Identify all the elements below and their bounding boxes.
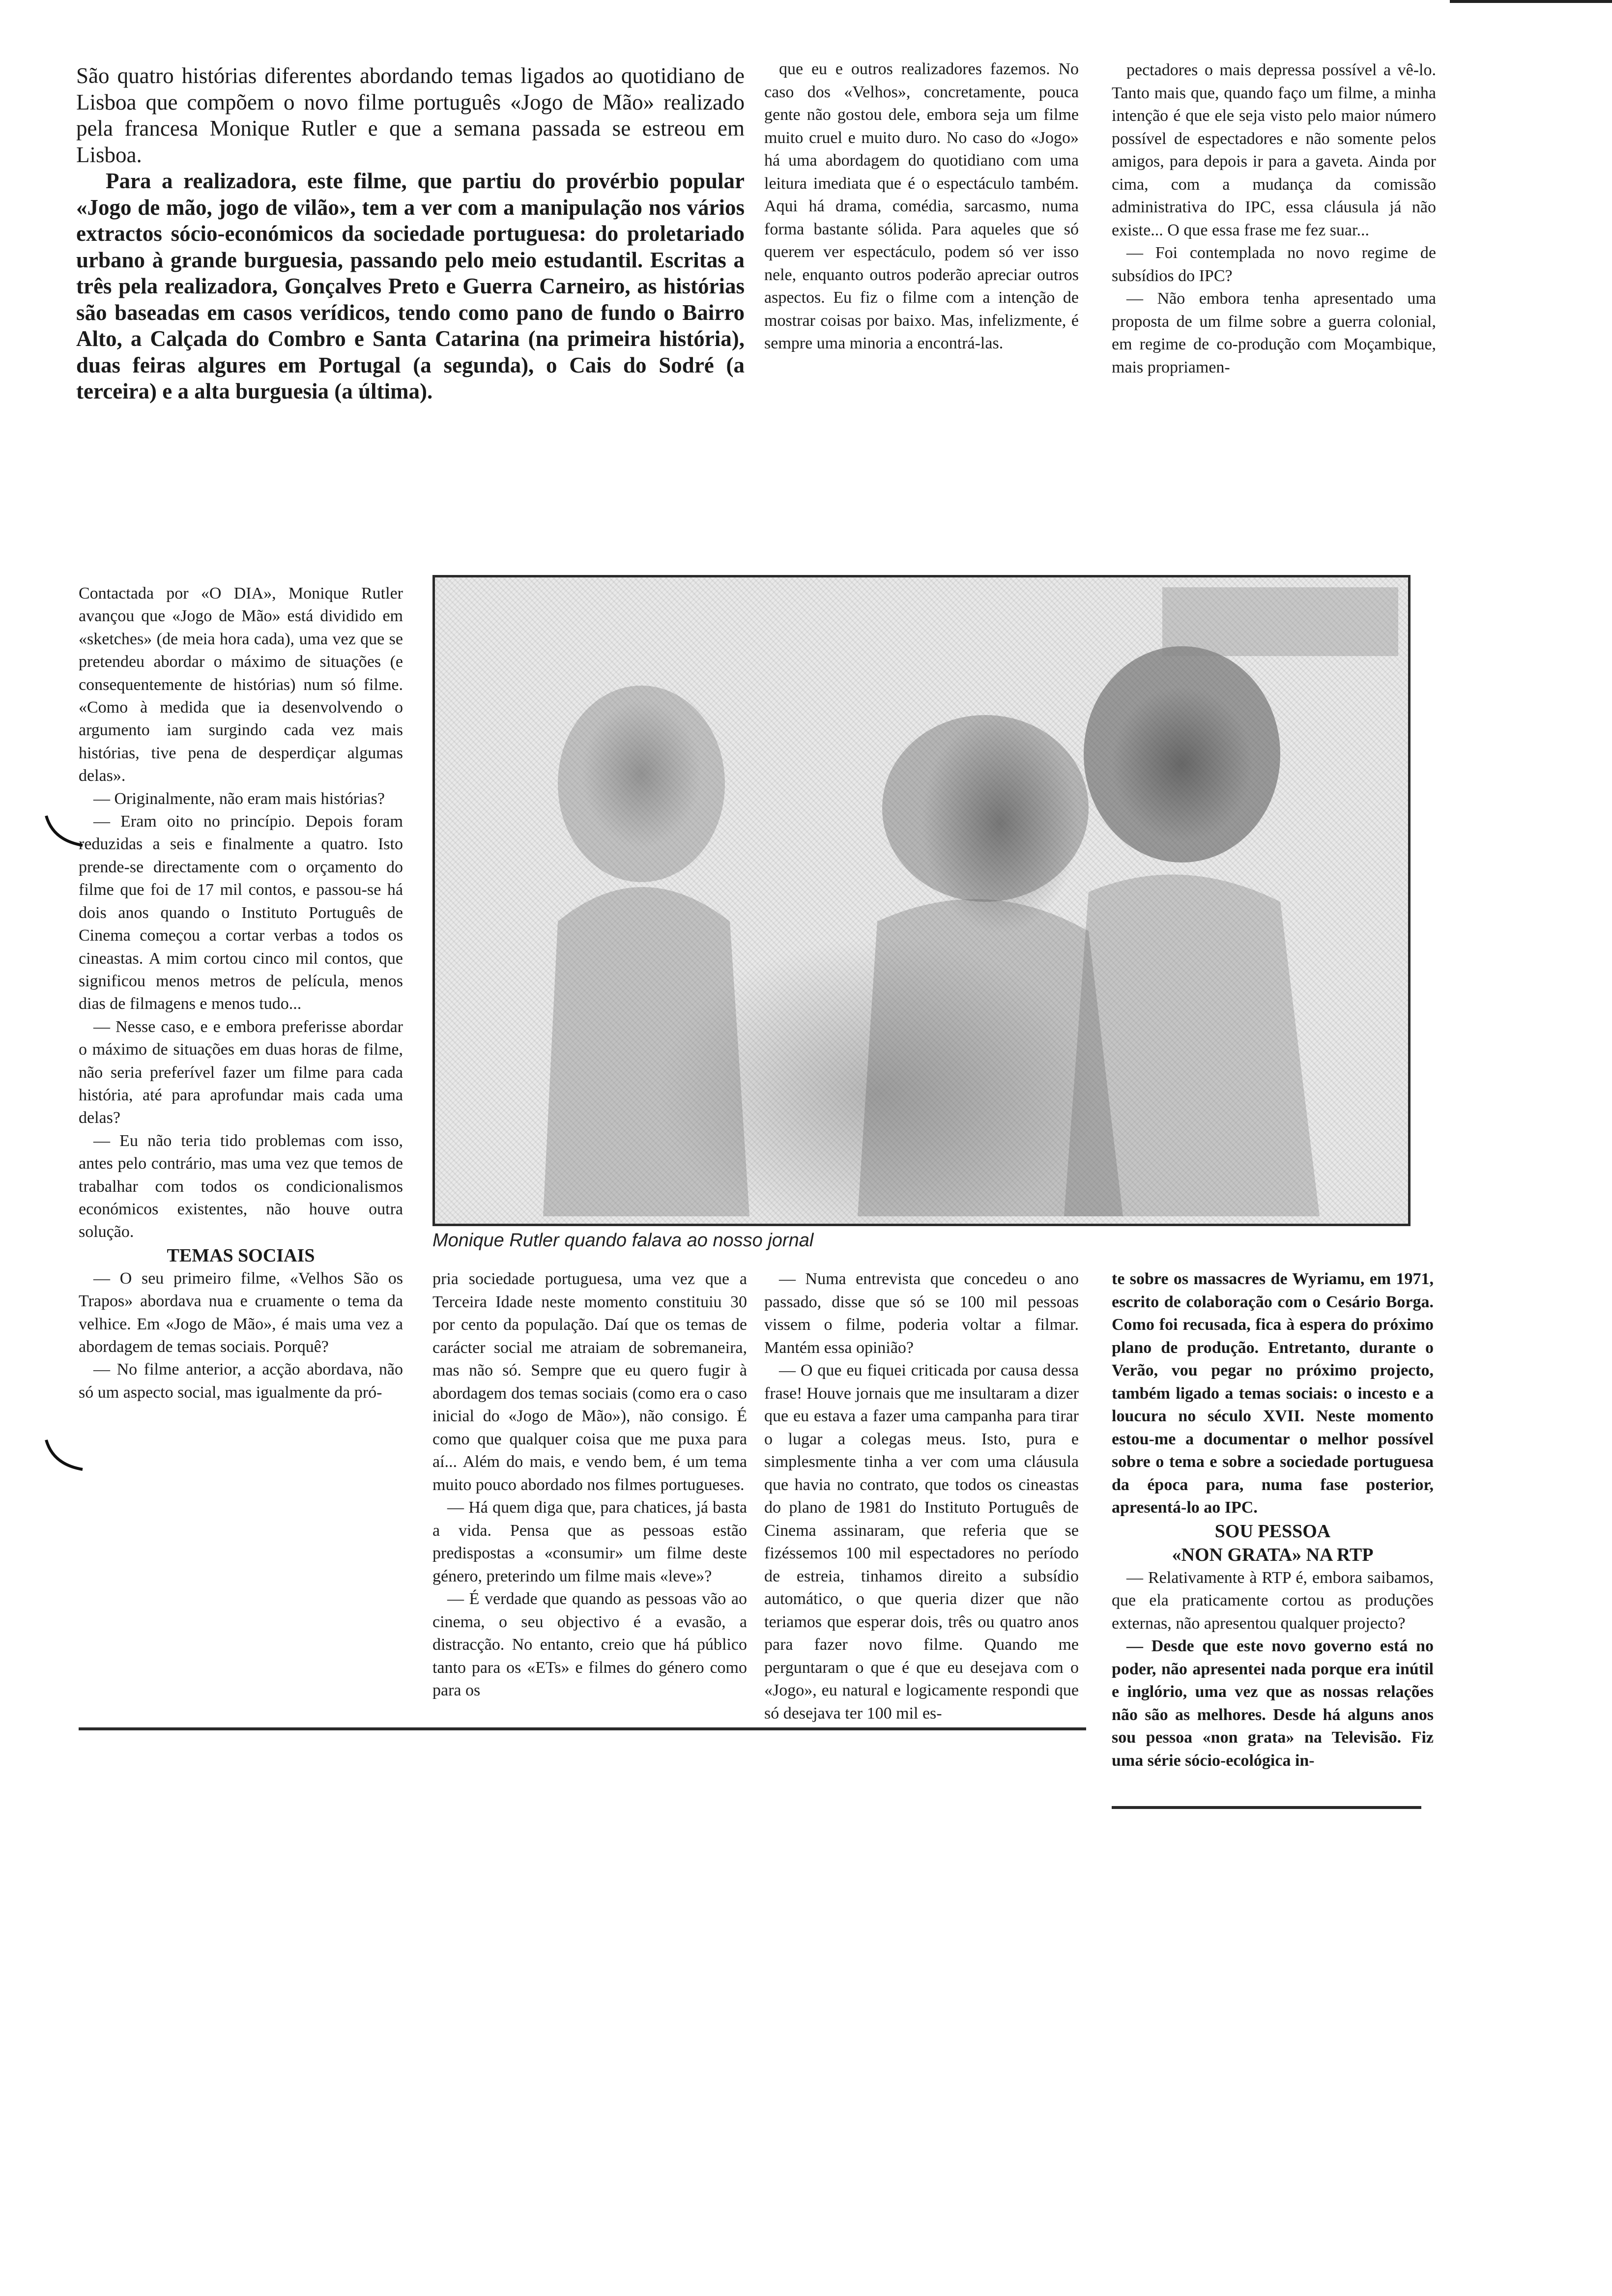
- margin-check-mark-icon: [43, 811, 87, 850]
- col3-question-1: — Numa entrevista que concedeu o ano passado, disse que só se 100 mil pessoas vissem o filme, poderia voltar a filmar. Mantém essa opinião?: [764, 1270, 1079, 1357]
- column-2: [432, 1268, 747, 1702]
- interview-photo: [432, 575, 1410, 1226]
- col4-top-answer: — Não embora tenha apresentado uma proposta de um filme sobre a guerra colonial, em regime de co-produção com Moçambique, mais propriamen-: [1112, 289, 1436, 376]
- col4-answer-1: — Desde que este novo governo está no poder, não apresentei nada porque era inútil e inglório, uma vez que as nossas relações não são as melhores. Desde há alguns anos sou pessoa «non grata» na Televisão. Fiz uma série sócio-ecológica in-: [1112, 1637, 1434, 1770]
- margin-check-mark-icon: [43, 1435, 87, 1474]
- column-4-top: [1112, 59, 1436, 379]
- col3-answer-1: — O que eu fiquei criticada por causa dessa frase! Houve jornais que me insultaram a dizer que eu estava a fazer uma campanha para tirar o lugar a colegas meus. Isto, pura e simplesmente tinha a ver com uma cláusula que havia no contrato, que todos os cineastas do plano de 1981 do Instituto Português de Cinema assinaram, que referia que se fizéssemos 100 mil espectadores no período de estreia, tinhamos direito a subsídio automático, o que queria dizer que não teriamos que esperar dois, três ou quatro anos para fazer novo filme. Quando me perguntaram o que é que eu desejava com o «Jogo», eu natural e logicamente respondi que só desejava ter 100 mil es-: [764, 1361, 1079, 1722]
- column-3: [764, 1268, 1079, 1725]
- col2-answer-1: — É verdade que quando as pessoas vão ao cinema, o seu objectivo é a evasão, a distracção. No entanto, creio que há público tanto para os «ETs» e filmes do género como para os: [432, 1590, 747, 1699]
- col2-question-1: — Há quem diga que, para chatices, já basta a vida. Pensa que as pessoas estão predispostas a «consumir» um filme deste género, preterindo um filme mais «leve»?: [432, 1498, 747, 1585]
- subhead-sou-pessoa: SOU PESSOA: [1214, 1521, 1331, 1542]
- subhead-non-grata: «NON GRATA» NA RTP: [1172, 1544, 1374, 1565]
- col1-answer-1: — Eram oito no princípio. Depois foram reduzidas a seis e finalmente a quatro. Isto prende-se directamente com o orçamento do filme que foi de 17 mil contos, e passou-se há dois anos quando o Instituto Português de Cinema começou a cortar verbas a todos os cineastas. A mim cortou cinco mil contos, que significou menos metros de película, menos dias de filmagens e menos tudo...: [79, 812, 403, 1013]
- column-1: [79, 582, 403, 1404]
- col2-paragraph-1: pria sociedade portuguesa, uma vez que a Terceira Idade neste momento constituiu 30 por cento da população. Daí que os temas de carácter social me atraiam de sobremaneira, mas não só. Sempre que eu quero fugir à abordagem dos temas sociais (como era o caso inicial do «Jogo de Mão»), não consigo. É como que qualquer coisa que me puxa para aí... Além do mais, e vendo bem, é um tema muito pouco abordado nos filmes portugueses.: [432, 1270, 747, 1494]
- column-3-top: [764, 58, 1079, 355]
- col4-top-question: — Foi contemplada no novo regime de subsídios do IPC?: [1112, 244, 1436, 285]
- col1-question-3: — O seu primeiro filme, «Velhos São os Trapos» abordava nua e cruamente o tema da velhice. Em «Jogo de Mão», é mais uma vez a abordagem de temas sociais. Porquê?: [79, 1269, 403, 1356]
- col1-question-1: — Originalmente, não eram mais histórias?: [93, 789, 385, 808]
- col1-paragraph-1: Contactada por «O DIA», Monique Rutler avançou que «Jogo de Mão» está dividido em «sketches» (de meia hora cada), uma vez que se pretendeu abordar o máximo de situações (e consequentemente de histórias) num só filme. «Como à medida que ia desenvolvendo o argumento iam surgindo cada vez mais histórias, tive pena de desperdiçar algumas delas».: [79, 584, 403, 785]
- lead-paragraph-2: Para a realizadora, este filme, que partiu do provérbio popular «Jogo de mão, jogo de vilão», tem a ver com a manipulação nos vários extractos sócio-económicos da sociedade portuguesa: do proletariado urbano à grande burguesia, passando pelo meio estudantil. Escritas a três pela realizadora, Gonçalves Preto e Guerra Carneiro, as histórias são baseadas em casos verídicos, tendo como pano de fundo o Bairro Alto, a Calçada do Combro e Santa Catarina (na primeira história), duas feiras algures em Portugal (a segunda), o Cais do Sodré (a terceira) e a alta burguesia (a última).: [76, 169, 745, 403]
- bottom-rule-right: [1112, 1806, 1421, 1809]
- bottom-rule-left: [79, 1727, 1086, 1730]
- photo-illustration: [435, 577, 1408, 1224]
- col4-paragraph-1: te sobre os massacres de Wyriamu, em 1971, escrito de colaboração com o Cesário Borga. Como foi recusada, fica à espera do próximo plano de produção. Entretanto, durante o Verão, vou pegar no próximo projecto, também ligado a temas sociais: o incesto e a loucura no século XVII. Neste momento estou-me a documentar o melhor possível sobre o tema e sobre a sociedade portuguesa da época para, numa fase posterior, apresentá-lo ao IPC.: [1112, 1270, 1434, 1517]
- col4-question-1: — Relativamente à RTP é, embora saibamos, que ela praticamente cortou as produções externas, não apresentou qualquer projecto?: [1112, 1568, 1434, 1633]
- photo-caption: Monique Rutler quando falava ao nosso jornal: [432, 1230, 814, 1251]
- col1-question-2: — Nesse caso, e e embora preferisse abordar o máximo de situações em duas horas de filme, não seria preferível fazer um filme para cada história, até para aprofundar mais cada uma delas?: [79, 1017, 403, 1127]
- col1-answer-3: — No filme anterior, a acção abordava, não só um aspecto social, mas igualmente da pró-: [79, 1360, 403, 1402]
- lead-paragraph-1: São quatro histórias diferentes abordando temas ligados ao quotidiano de Lisboa que compõem o novo filme português «Jogo de Mão» realizado pela francesa Monique Rutler e que a semana passada se estreou em Lisboa.: [76, 63, 745, 167]
- col4-top-paragraph: pectadores o mais depressa possível a vê-lo. Tanto mais que, quando faço um filme, a minha intenção é que ele seja visto pelo maior número possível de espectadores e não somente pelos amigos, para depois ir para a gaveta. Ainda por cima, com a mudança da comissão administrativa do IPC, essa cláusula já não existe... O que essa frase me fez suar...: [1112, 61, 1436, 239]
- column-4: [1112, 1268, 1434, 1772]
- subhead-temas-sociais: TEMAS SOCIAIS: [167, 1245, 315, 1266]
- col3-top-paragraph: que eu e outros realizadores fazemos. No caso dos «Velhos», concretamente, pouca gente não gostou dele, embora seja um filme muito cruel e muito duro. No caso do «Jogo» há uma abordagem do quotidiano com uma leitura imediata que é o espectáculo também. Aqui há drama, comédia, sarcasmo, numa forma bastante sólida. Para aqueles que só querem ver espectáculo, podem só ver isso nele, enquanto outros poderão apreciar outros aspectos. Eu fiz o filme com a intenção de mostrar coisas por baixo. Mas, infelizmente, é sempre uma minoria a encontrá-las.: [764, 60, 1079, 352]
- top-rule: [1450, 0, 1612, 3]
- lead-article-intro: [76, 63, 745, 405]
- col1-answer-2: — Eu não teria tido problemas com isso, antes pelo contrário, mas uma vez que temos de trabalhar com todos os condicionalismos económicos existentes, não houve outra solução.: [79, 1131, 403, 1241]
